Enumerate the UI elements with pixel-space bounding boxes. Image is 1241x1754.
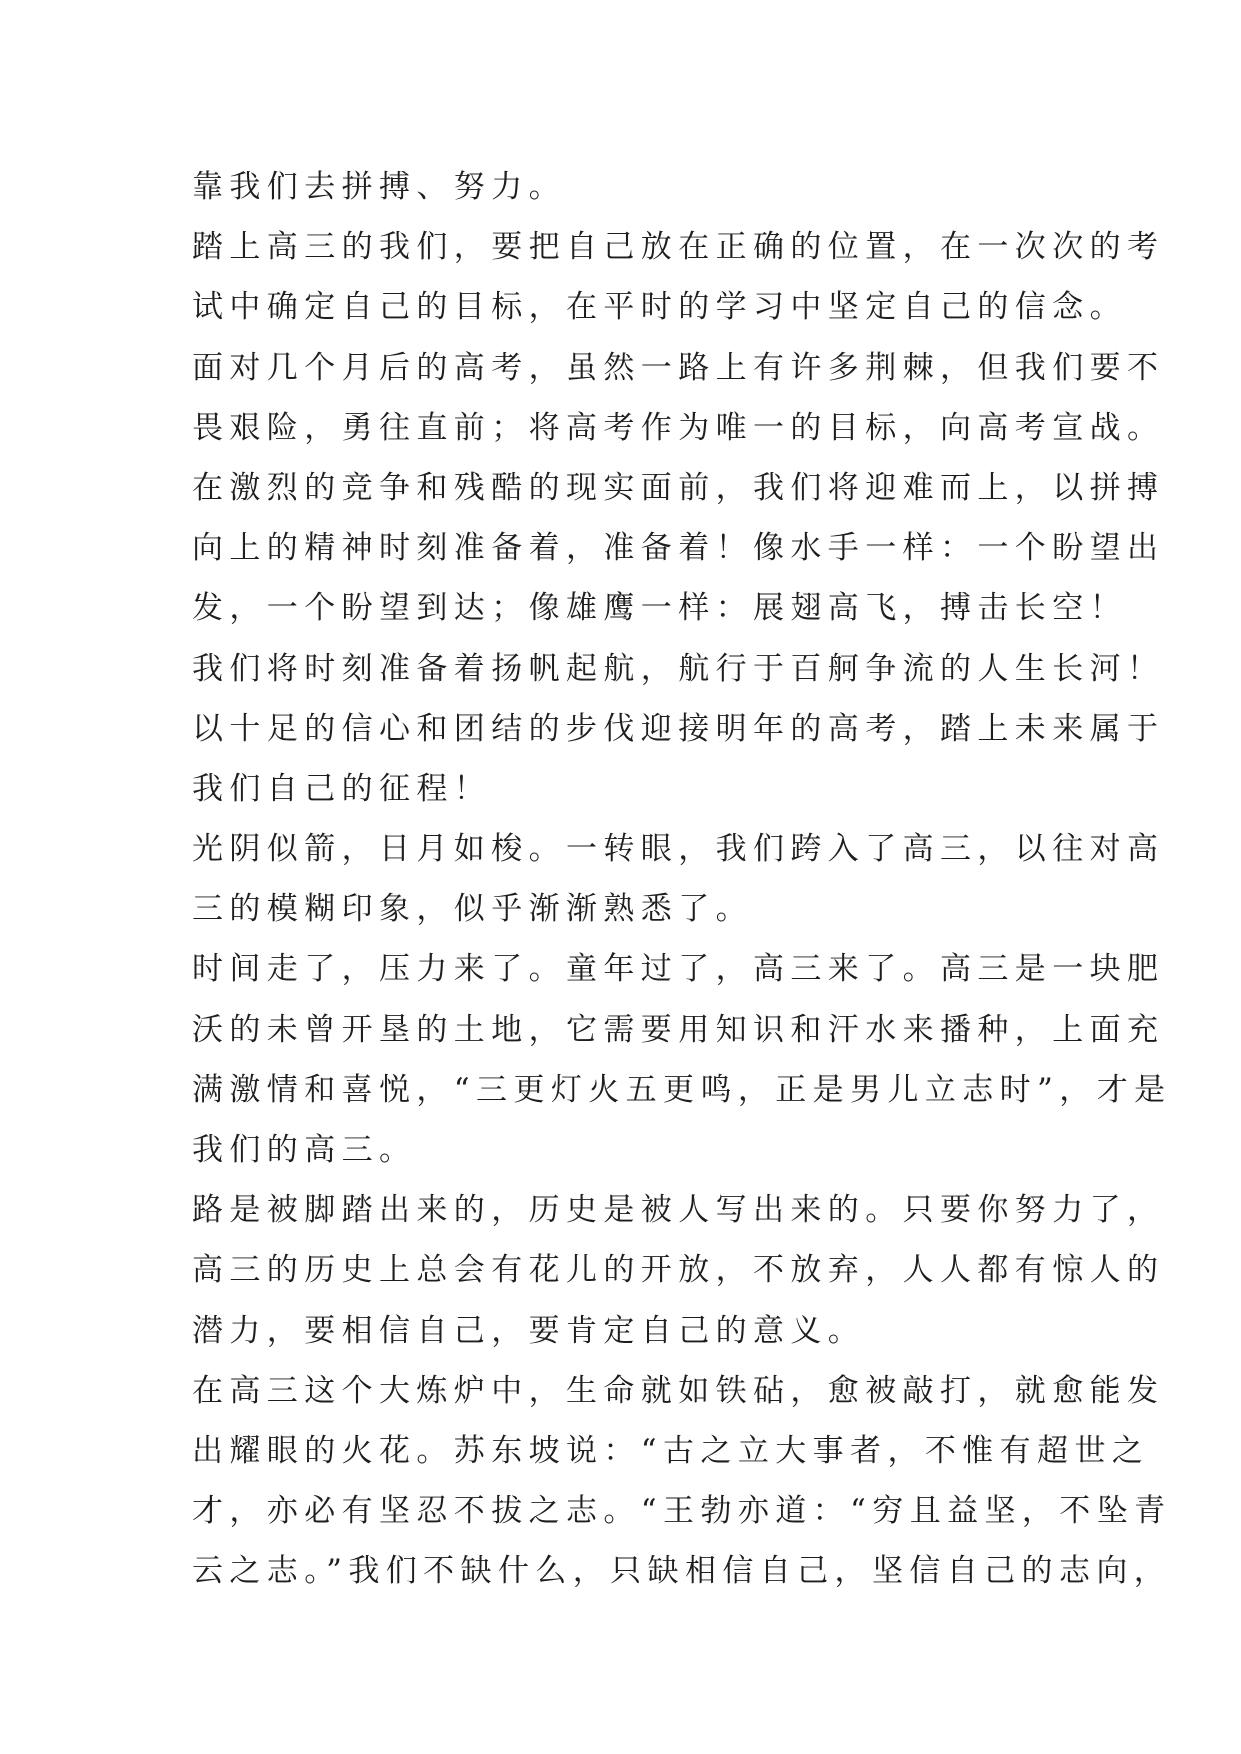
text-line: 沃的未曾开垦的土地，它需要用知识和汗水来播种，上面充: [192, 1011, 1165, 1048]
text-line: 踏上高三的我们，要把自己放在正确的位置，在一次次的考: [192, 229, 1165, 266]
text-line: 满激情和喜悦，“三更灯火五更鸣，正是男儿立志时”，才是: [192, 1071, 1172, 1108]
text-line: 以十足的信心和团结的步伐迎接明年的高考，踏上未来属于: [192, 710, 1165, 747]
text-line: 云之志。”我们不缺什么，只缺相信自己，坚信自己的志向，: [192, 1553, 1172, 1590]
text-line: 光阴似箭，日月如梭。一转眼，我们跨入了高三，以往对高: [192, 831, 1165, 868]
text-line: 我们将时刻准备着扬帆起航，航行于百舸争流的人生长河！: [192, 650, 1165, 687]
text-line: 畏艰险，勇往直前；将高考作为唯一的目标，向高考宣战。: [192, 409, 1165, 446]
text-line: 面对几个月后的高考，虽然一路上有许多荆棘，但我们要不: [192, 349, 1165, 386]
text-line: 在激烈的竞争和残酷的现实面前，我们将迎难而上，以拼搏: [192, 469, 1165, 506]
text-line: 路是被脚踏出来的，历史是被人写出来的。只要你努力了，: [192, 1192, 1165, 1229]
text-line: 我们的高三。: [192, 1132, 417, 1168]
text-line: 我们自己的征程！: [192, 770, 492, 807]
text-line: 靠我们去拼搏、努力。: [192, 169, 566, 205]
document-body: [192, 157, 1172, 1602]
text-line: 高三的历史上总会有花儿的开放，不放弃，人人都有惊人的: [192, 1252, 1165, 1289]
text-line: 时间走了，压力来了。童年过了，高三来了。高三是一块肥: [192, 951, 1165, 988]
text-line: 试中确定自己的目标，在平时的学习中坚定自己的信念。: [192, 289, 1127, 326]
text-line: 向上的精神时刻准备着，准备着！像水手一样：一个盼望出: [192, 530, 1165, 567]
text-line: 才，亦必有坚忍不拔之志。“王勃亦道：“穷且益坚，不坠青: [192, 1493, 1172, 1530]
text-line: 发，一个盼望到达；像雄鹰一样：展翅高飞，搏击长空！: [192, 590, 1127, 627]
text-line: 三的模糊印象，似乎渐渐熟悉了。: [192, 891, 753, 928]
text-line: 在高三这个大炼炉中，生命就如铁砧，愈被敲打，就愈能发: [192, 1372, 1165, 1409]
text-line: 出耀眼的火花。苏东坡说：“古之立大事者，不惟有超世之: [192, 1432, 1150, 1469]
text-line: 潜力，要相信自己，要肯定自己的意义。: [192, 1312, 866, 1349]
